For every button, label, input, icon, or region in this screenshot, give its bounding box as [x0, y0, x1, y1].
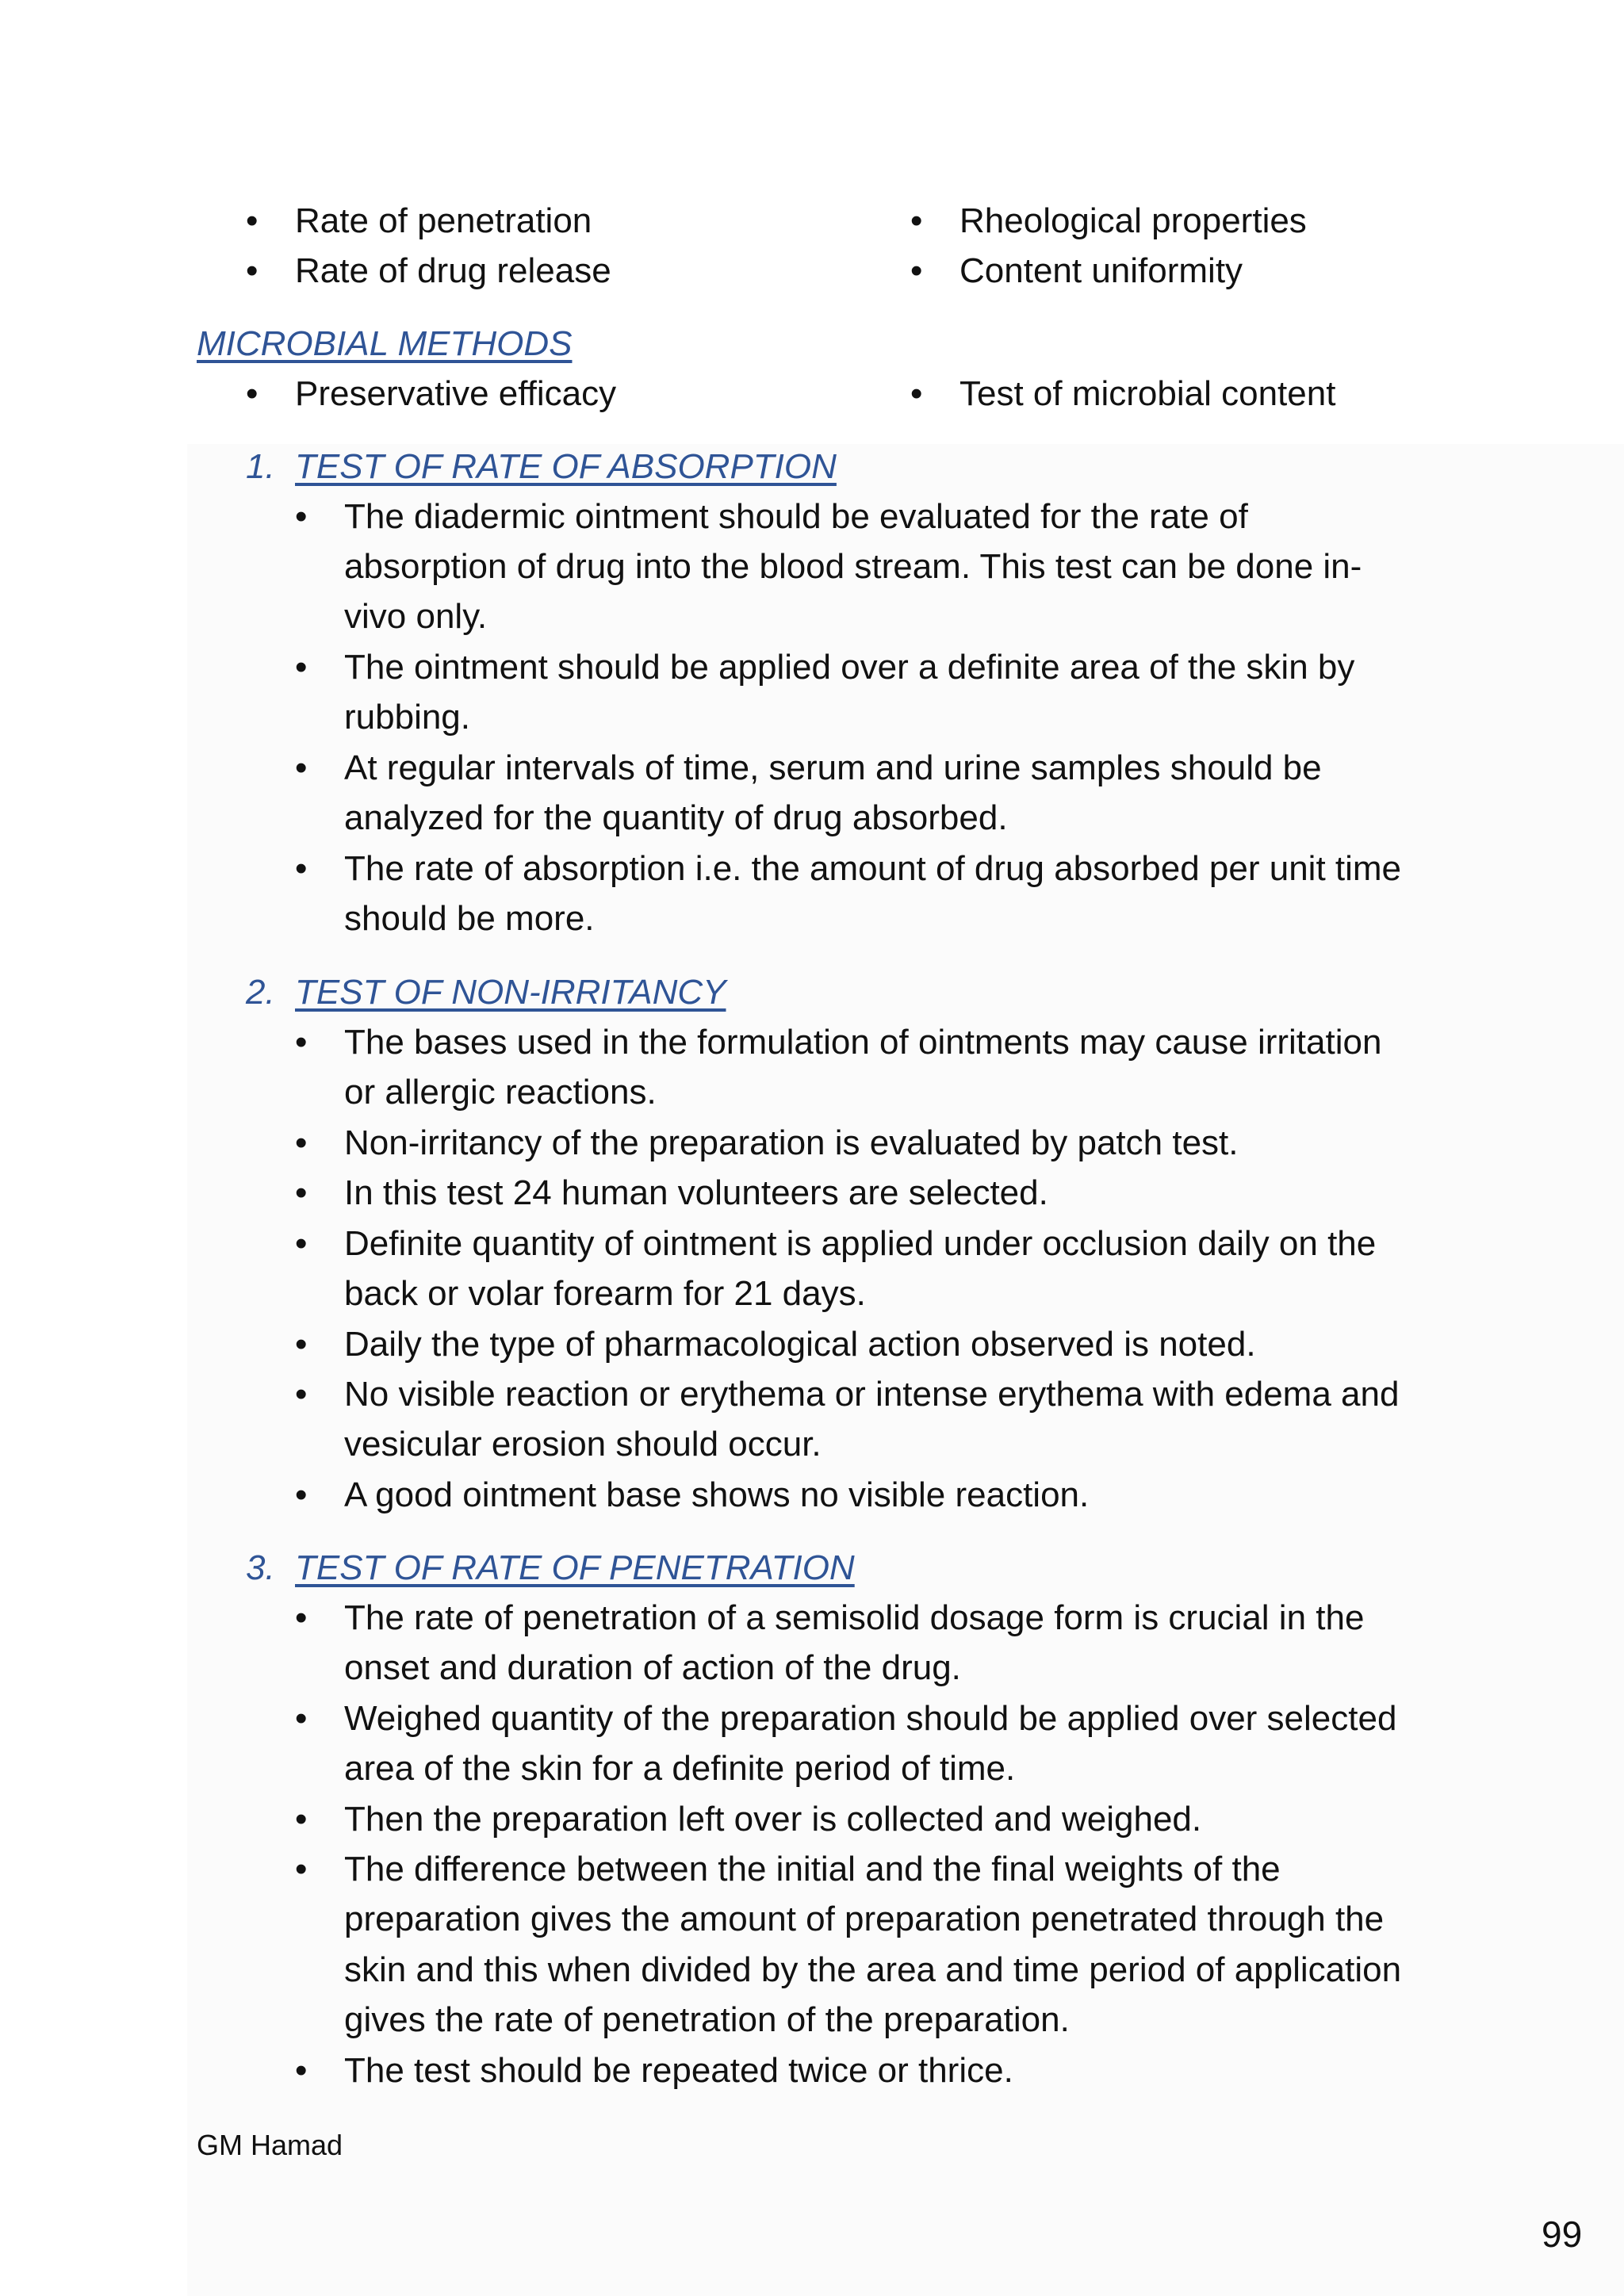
section-number: 3.	[246, 1548, 275, 1587]
paragraph-line: Then the preparation left over is collected and weighed.	[344, 1800, 1202, 1839]
paragraph-line: Non-irritancy of the preparation is evaluated by patch test.	[344, 1123, 1239, 1162]
microbial-methods-heading: MICROBIAL METHODS	[197, 324, 573, 363]
bullet-marker	[295, 844, 307, 894]
paragraph-line: Definite quantity of ointment is applied under occlusion daily on the	[344, 1224, 1377, 1263]
paragraph-line: The test should be repeated twice or thrice.	[344, 2051, 1013, 2090]
bullet-marker	[910, 196, 922, 247]
paragraph-line: Weighed quantity of the preparation should be applied over selected	[344, 1699, 1397, 1738]
paragraph-line: The difference between the initial and the final weights of the	[344, 1850, 1281, 1888]
bullet-marker	[295, 1593, 307, 1644]
footer-author: GM Hamad	[197, 2129, 343, 2161]
bullet-marker	[295, 1794, 307, 1845]
paragraph-line: In this test 24 human volunteers are selected.	[344, 1173, 1048, 1212]
bullet-marker	[295, 1017, 307, 1068]
bullet-marker	[295, 1693, 307, 1744]
paragraph-line: analyzed for the quantity of drug absorbed.	[344, 798, 1008, 837]
bullet-marker	[910, 246, 922, 297]
bullet-marker	[295, 1219, 307, 1269]
paragraph-line: or allergic reactions.	[344, 1073, 657, 1112]
bullet-marker	[910, 369, 922, 419]
paragraph-line: At regular intervals of time, serum and urine samples should be	[344, 748, 1322, 787]
paragraph-line: The rate of absorption i.e. the amount of drug absorbed per unit time	[344, 849, 1402, 888]
paragraph-line: No visible reaction or erythema or intense erythema with edema and	[344, 1375, 1400, 1414]
paragraph-line: gives the rate of penetration of the preparation.	[344, 2000, 1070, 2039]
paragraph-line: vivo only.	[344, 597, 488, 636]
page-number: 99	[1542, 2214, 1583, 2255]
paragraph-line: area of the skin for a definite period of time.	[344, 1749, 1016, 1788]
list-item-rheological-properties: Rheological properties	[959, 201, 1307, 240]
paragraph-line: should be more.	[344, 899, 595, 938]
paragraph-line: The diadermic ointment should be evaluated for the rate of	[344, 497, 1248, 536]
bullet-marker	[295, 2045, 307, 2096]
paragraph-line: rubbing.	[344, 698, 471, 737]
list-item-content-uniformity: Content uniformity	[959, 251, 1243, 290]
list-item-test-of-microbial-content: Test of microbial content	[959, 374, 1336, 413]
bullet-marker	[246, 196, 258, 247]
paragraph-line: preparation gives the amount of preparation penetrated through the	[344, 1900, 1385, 1938]
list-item-rate-of-penetration: Rate of penetration	[295, 201, 592, 240]
bullet-marker	[246, 369, 258, 419]
bullet-marker	[295, 642, 307, 693]
paragraph-line: skin and this when divided by the area and time period of application	[344, 1950, 1402, 1989]
bullet-marker	[295, 1118, 307, 1169]
paragraph-line: The ointment should be applied over a definite area of the skin by	[344, 648, 1355, 687]
paragraph-line: onset and duration of action of the drug.	[344, 1648, 961, 1687]
paragraph-line: The bases used in the formulation of ointments may cause irritation	[344, 1023, 1382, 1062]
list-item-preservative-efficacy: Preservative efficacy	[295, 374, 617, 413]
bullet-marker	[295, 1168, 307, 1219]
section-heading-absorption: TEST OF RATE OF ABSORPTION	[295, 447, 837, 486]
list-item-rate-of-drug-release: Rate of drug release	[295, 251, 611, 290]
section-heading-non-irritancy: TEST OF NON-IRRITANCY	[295, 973, 726, 1012]
bullet-marker	[295, 1844, 307, 1895]
paragraph-line: vesicular erosion should occur.	[344, 1425, 822, 1464]
paragraph-line: Daily the type of pharmacological action observed is noted.	[344, 1325, 1256, 1364]
section-heading-penetration: TEST OF RATE OF PENETRATION	[295, 1548, 855, 1587]
paragraph-line: back or volar forearm for 21 days.	[344, 1274, 866, 1313]
paragraph-line: The rate of penetration of a semisolid dosage form is crucial in the	[344, 1598, 1365, 1637]
bullet-marker	[295, 1470, 307, 1521]
bullet-marker	[295, 1369, 307, 1420]
bullet-marker	[295, 1319, 307, 1370]
bullet-marker	[295, 492, 307, 542]
paragraph-line: absorption of drug into the blood stream. This test can be done in-	[344, 547, 1362, 586]
section-number: 2.	[246, 973, 275, 1012]
paragraph-line: A good ointment base shows no visible reaction.	[344, 1475, 1090, 1514]
section-number: 1.	[246, 447, 275, 486]
bullet-marker	[246, 246, 258, 297]
bullet-marker	[295, 743, 307, 794]
